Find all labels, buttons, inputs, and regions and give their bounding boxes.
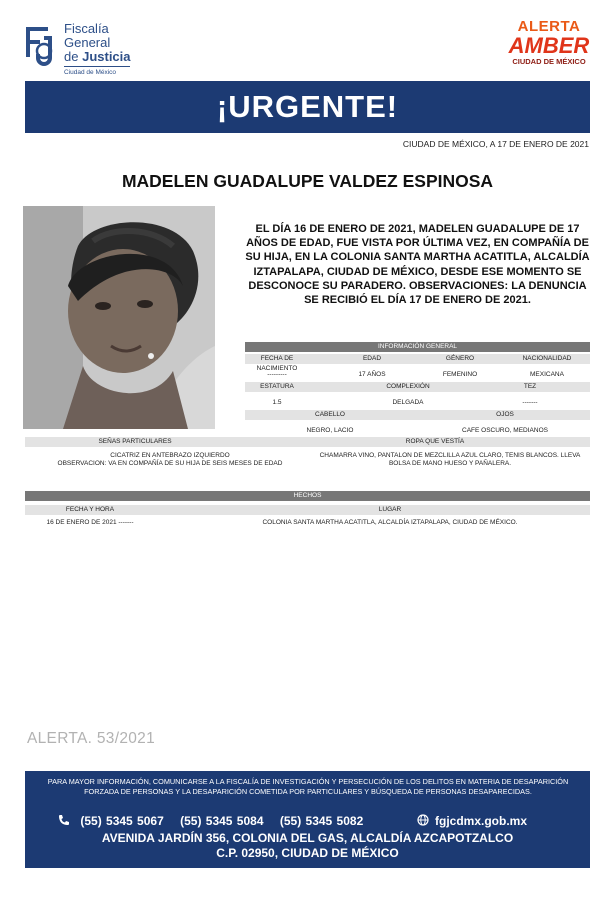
info-header-gender: GÉNERO <box>445 355 475 362</box>
facts-date: 16 DE ENERO DE 2021 ------- <box>46 519 134 526</box>
alerta-amber-logo <box>507 19 591 77</box>
website[interactable] <box>417 814 527 828</box>
info-gender: FEMENINO <box>442 371 478 378</box>
facts-header-place: LUGAR <box>378 506 402 513</box>
phone-1[interactable]: (55) 5345 5067 <box>80 814 164 828</box>
info-nationality: MEXICANA <box>530 371 564 378</box>
info-header-age: EDAD <box>362 355 382 362</box>
info-age: 17 AÑOS <box>358 371 386 378</box>
facts-header: HECHOS <box>25 491 590 501</box>
marks-header-right: ROPA QUE VESTÍA <box>405 438 465 445</box>
contact-footer <box>25 771 590 868</box>
info-header-hair: CABELLO <box>315 411 345 418</box>
address-line-1: AVENIDA JARDÍN 356, COLONIA DEL GAS, ALCALDÍA AZCAPOTZALCO <box>101 831 514 845</box>
amber-line-3: CIUDAD DE MÉXICO <box>512 57 586 66</box>
missing-person-photo <box>23 206 215 429</box>
phone-icon <box>58 814 70 826</box>
info-header-height: ESTATURA <box>260 383 294 390</box>
info-header-eyes: OJOS <box>496 411 514 418</box>
missing-person-name: MADELEN GUADALUPE VALDEZ ESPINOSA <box>121 171 494 191</box>
info-header-birthdate: FECHA DE NACIMIENTO <box>256 355 298 372</box>
address-line-2: C.P. 02950, CIUDAD DE MÉXICO <box>216 846 399 860</box>
logo-line-3 <box>64 50 131 64</box>
info-build: DELGADA <box>392 399 424 406</box>
info-birthdate: --------- <box>267 371 287 378</box>
info-header-complexion: TEZ <box>523 383 537 390</box>
logo-line-2: General <box>64 35 111 50</box>
phone-numbers <box>58 814 375 828</box>
info-header-build: COMPLEXIÓN <box>386 383 430 390</box>
info-row3-header-bg <box>245 410 590 420</box>
marks-left-line-1: CICATRIZ EN ANTEBRAZO IZQUIERDO <box>110 452 230 459</box>
phone-2[interactable]: (55) 5345 5084 <box>180 814 264 828</box>
facts-header-date: FECHA Y HORA <box>65 506 115 513</box>
dateline: CIUDAD DE MÉXICO, A 17 DE ENERO DE 2021 <box>402 139 589 149</box>
info-height: 1.5 <box>272 399 282 406</box>
fgj-logo <box>24 22 174 80</box>
website-link[interactable]: fgjcdmx.gob.mx <box>435 814 528 828</box>
globe-icon <box>417 814 429 826</box>
portrait-image <box>23 206 215 429</box>
logo-subtitle: Ciudad de México <box>64 66 130 76</box>
fgj-logo-text <box>64 22 131 64</box>
fgj-emblem-icon <box>24 24 58 74</box>
info-hair: NEGRO, LACIO <box>306 427 354 434</box>
info-header-nationality: NACIONALIDAD <box>522 355 572 362</box>
alert-number: ALERTA. 53/2021 <box>27 730 156 747</box>
marks-right-line-2: BOLSA DE MANO HUESO Y PAÑALERA. <box>388 460 512 467</box>
incident-description: EL DÍA 16 DE ENERO DE 2021, MADELEN GUADALUPE DE 17 AÑOS DE EDAD, FUE VISTA POR ÚLTIMA VEZ, EN COMPAÑÍA DE SU HIJA, EN LA COLONIA SANTA MARTHA ACATITLA, ALCALDÍA IZTAPALAPA, CIUDAD DE MÉXICO, DESDE ESE MOMENTO SE DESCONOCE SU PARADERO. OBSERVACIONES: LA DENUNCIA SE RECIBIÓ EL DÍA 17 DE ENERO DE 2021. <box>245 223 590 307</box>
logo-line-1: Fiscalía <box>64 21 109 36</box>
facts-place: COLONIA SANTA MARTHA ACATITLA, ALCALDÍA IZTAPALAPA, CIUDAD DE MÉXICO. <box>262 519 518 526</box>
phone-3[interactable]: (55) 5345 5082 <box>279 814 364 828</box>
address <box>25 831 590 861</box>
logo-line-3-prefix: de <box>64 49 79 64</box>
info-eyes: CAFE OSCURO, MEDIANOS <box>462 427 548 434</box>
urgent-banner: ¡URGENTE! <box>25 81 590 133</box>
logo-line-3-bold: Justicia <box>82 49 131 64</box>
general-info-header: INFORMACIÓN GENERAL <box>245 342 590 352</box>
marks-left-line-2: OBSERVACION: VA EN COMPAÑÍA DE SU HIJA DE SEIS MESES DE EDAD <box>57 460 283 467</box>
amber-line-2: AMBER <box>508 33 590 58</box>
amber-line-1: ALERTA <box>517 18 581 35</box>
marks-header-left: SEÑAS PARTICULARES <box>98 438 172 445</box>
footer-info-text: PARA MAYOR INFORMACIÓN, COMUNICARSE A LA FISCALÍA DE INVESTIGACIÓN Y PERSECUCIÓN DE LOS DELITOS EN MATERIA DE DESAPARICIÓN FORZADA DE PERSONAS Y LA DESAPARICIÓN COMETIDA POR PARTICULARES Y BÚSQUEDA DE PERSONAS DESAPARECIDAS. <box>47 777 569 796</box>
marks-right-line-1: CHAMARRA VINO, PANTALON DE MEZCLILLA AZUL CLARO, TENIS BLANCOS. LLEVA <box>319 452 581 459</box>
info-complexion: ------- <box>522 399 538 406</box>
